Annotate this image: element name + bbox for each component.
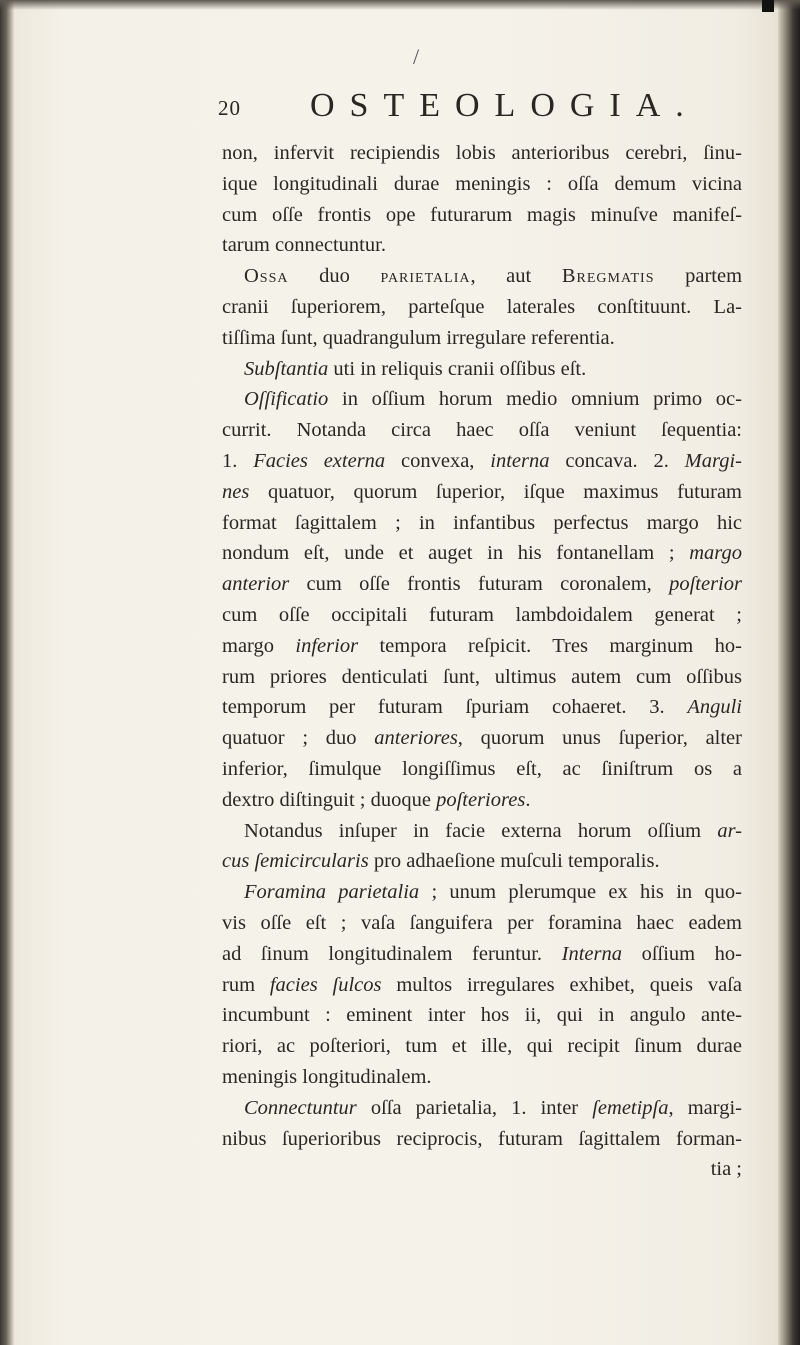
- text-segment: multos irregulares exhibet, queis vaſa: [381, 973, 742, 996]
- small-caps-term: Ossa: [244, 265, 289, 288]
- text-line: [222, 477, 742, 508]
- text-line: [222, 877, 742, 908]
- text-segment: tia ;: [710, 1158, 742, 1181]
- text-segment: quatuor, quorum ſuperior, iſque maximus futuram: [249, 480, 742, 503]
- text-line: [222, 1093, 742, 1124]
- text-segment: inferior, ſimulque longiſſimus eſt, ac ſiniſtrum os a: [222, 757, 742, 780]
- italic-term: Foramina parietalia: [244, 881, 420, 904]
- text-line: [222, 569, 742, 600]
- italic-term: ar-: [717, 819, 742, 842]
- text-line: [222, 1031, 742, 1062]
- text-segment: , quorum unus ſuperior, alter: [457, 727, 742, 750]
- text-line: [222, 230, 742, 261]
- text-line: [222, 200, 742, 231]
- text-line: [222, 816, 742, 847]
- text-segment: cranii ſuperiorem, parteſque laterales conſtituunt. La-: [222, 295, 742, 318]
- italic-term: Subſtantia: [244, 357, 329, 380]
- text-segment: cum oſſe frontis futuram coronalem,: [289, 573, 670, 596]
- text-segment: ique longitudinali durae meningis : oſſa demum vicina: [222, 172, 742, 195]
- text-segment: riori, ac poſteriori, tum et ille, qui recipit ſinum durae: [222, 1035, 742, 1058]
- text-line: [222, 846, 742, 877]
- text-segment: oſſa parietalia, 1. inter: [356, 1096, 593, 1119]
- text-segment: duo: [288, 265, 381, 288]
- page-top-shadow: [0, 0, 800, 10]
- text-line: [222, 723, 742, 754]
- text-segment: .: [525, 788, 531, 811]
- text-segment: nibus ſuperioribus reciprocis, futuram ſagittalem forman-: [222, 1127, 742, 1150]
- text-segment: pro adhaeſione muſculi temporalis.: [368, 850, 660, 873]
- text-segment: ad ſinum longitudinalem feruntur.: [222, 942, 562, 965]
- text-segment: convexa,: [385, 449, 491, 472]
- text-line: [222, 1154, 742, 1185]
- page-binding-right: [778, 0, 800, 1345]
- italic-term: Facies externa: [253, 449, 386, 472]
- text-line: [222, 631, 742, 662]
- text-segment: dextro diſtinguit ; duoque: [222, 788, 437, 811]
- text-line: [222, 261, 742, 292]
- italic-term: Anguli: [687, 696, 742, 719]
- text-line: [222, 662, 742, 693]
- italic-term: interna: [490, 449, 550, 472]
- italic-term: inferior: [295, 634, 359, 657]
- text-line: [222, 1062, 742, 1093]
- page-binding-left: [0, 0, 14, 1345]
- text-line: [222, 754, 742, 785]
- text-line: [222, 538, 742, 569]
- text-line: [222, 1000, 742, 1031]
- margin-mark: /: [413, 44, 420, 69]
- text-line: [222, 446, 742, 477]
- text-segment: quatuor ; duo: [222, 727, 375, 750]
- text-segment: non, infervit recipiendis lobis anterioribus cerebri, ſinu-: [222, 142, 742, 164]
- text-line: [222, 384, 742, 415]
- text-segment: oſſium ho-: [622, 942, 742, 965]
- text-line: [222, 600, 742, 631]
- text-segment: ; unum plerumque ex his in quo-: [419, 881, 742, 904]
- text-line: [222, 169, 742, 200]
- italic-term: Oſſificatio: [244, 388, 329, 411]
- text-line: [222, 138, 742, 169]
- text-line: [222, 970, 742, 1001]
- text-segment: vis oſſe eſt ; vaſa ſanguifera per foramina haec eadem: [222, 911, 742, 934]
- text-segment: cum oſſe occipitali futuram lambdoidalem generat ;: [222, 603, 742, 626]
- text-segment: partem: [654, 265, 742, 288]
- text-line: [222, 354, 742, 385]
- italic-term: ſemetipſa: [592, 1096, 669, 1119]
- text-line: [222, 785, 742, 816]
- text-segment: cum oſſe frontis ope futurarum magis minuſve manifeſ-: [222, 203, 742, 226]
- text-line: [222, 323, 742, 354]
- text-segment: , margi-: [668, 1096, 742, 1119]
- italic-term: anterior: [222, 573, 290, 596]
- text-segment: tempora reſpicit. Tres marginum ho-: [358, 634, 742, 657]
- text-segment: rum: [222, 973, 270, 996]
- text-segment: tarum connectuntur.: [222, 234, 386, 257]
- text-line: [222, 939, 742, 970]
- text-segment: , aut: [470, 265, 562, 288]
- text-line: [222, 1124, 742, 1155]
- corner-mark: [762, 0, 774, 12]
- text-line: [222, 692, 742, 723]
- text-segment: rum priores denticulati ſunt, ultimus autem cum oſſibus: [222, 665, 742, 688]
- italic-term: nes: [222, 480, 250, 503]
- text-segment: 1.: [222, 449, 254, 472]
- body-text: [222, 138, 742, 1185]
- italic-term: cus ſemicircularis: [222, 850, 369, 873]
- italic-term: poſteriores: [436, 788, 526, 811]
- text-segment: concava. 2.: [549, 449, 685, 472]
- italic-term: facies ſulcos: [269, 973, 382, 996]
- italic-term: poſterior: [669, 573, 742, 596]
- italic-term: Margi-: [684, 449, 742, 472]
- running-head: OSTEOLOGIA.: [310, 87, 699, 124]
- text-line: [222, 292, 742, 323]
- text-segment: uti in reliquis cranii oſſibus eſt.: [328, 357, 587, 380]
- text-line: [222, 415, 742, 446]
- italic-term: Connectuntur: [244, 1096, 357, 1119]
- text-line: [222, 508, 742, 539]
- text-segment: tiſſima ſunt, quadrangulum irregulare referentia.: [222, 326, 615, 349]
- small-caps-term: parietalia: [380, 265, 471, 288]
- text-segment: in oſſium horum medio omnium primo oc-: [328, 388, 742, 411]
- text-segment: nondum eſt, unde et auget in his fontanellam ;: [222, 542, 690, 565]
- italic-term: margo: [689, 542, 742, 565]
- text-segment: incumbunt : eminent inter hos ii, qui in angulo ante-: [222, 1004, 742, 1027]
- text-segment: currit. Notanda circa haec oſſa veniunt ſequentia:: [222, 419, 742, 442]
- small-caps-term: Bregmatis: [561, 265, 655, 288]
- text-segment: format ſagittalem ; in infantibus perfectus margo hic: [222, 511, 742, 534]
- italic-term: anteriores: [374, 727, 458, 750]
- text-segment: margo: [222, 634, 296, 657]
- page-number: 20: [218, 96, 241, 120]
- text-line: [222, 908, 742, 939]
- text-segment: Notandus inſuper in facie externa horum oſſium: [244, 819, 718, 842]
- text-segment: meningis longitudinalem.: [222, 1065, 432, 1088]
- text-segment: temporum per futuram ſpuriam cohaeret. 3.: [222, 696, 688, 719]
- italic-term: Interna: [561, 942, 622, 965]
